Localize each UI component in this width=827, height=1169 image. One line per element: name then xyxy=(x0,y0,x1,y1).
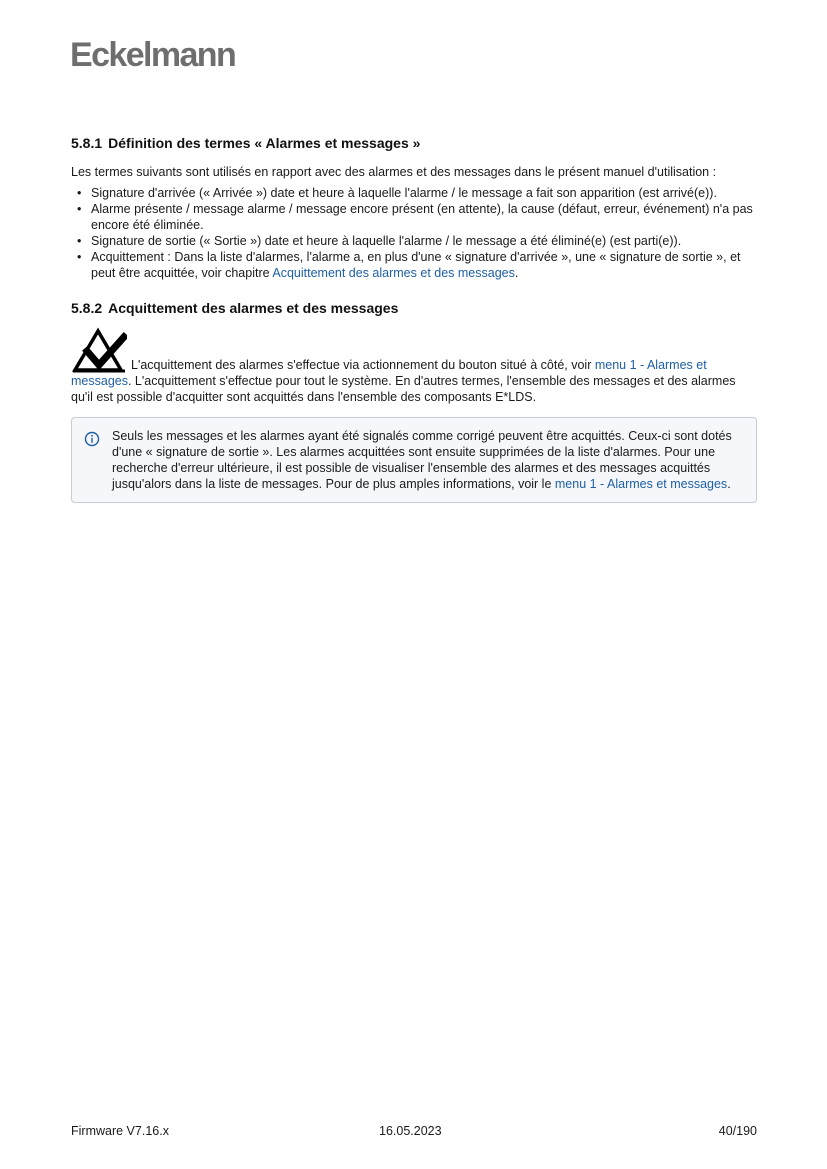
list-item xyxy=(71,249,757,281)
section-number: 5.8.2 xyxy=(71,300,103,316)
section-title: Définition des termes « Alarmes et messages » xyxy=(108,135,421,151)
page-content xyxy=(71,134,757,503)
info-note xyxy=(71,417,757,503)
footer-firmware: Firmware V7.16.x xyxy=(71,1124,169,1138)
eckelmann-logo: Eckelmann xyxy=(70,36,236,74)
link-menu-1[interactable]: menu 1 - Alarmes et messages xyxy=(71,358,707,388)
footer-page-number: 40/190 xyxy=(718,1124,757,1138)
note-end: . xyxy=(727,477,731,491)
list-item: • Signature d'arrivée (« Arrivée ») date et heure à laquelle l'alarme / le message a fait son apparition (est arrivé(e)). xyxy=(71,185,757,201)
list-item-text: Acquittement : Dans la liste d'alarmes, l'alarme a, en plus d'une « signature d'arrivée », une « signature de sortie », et peut être acquittée, voir chapitre xyxy=(91,250,741,280)
note-text: Seuls les messages et les alarmes ayant été signalés comme corrigé peuvent être acquittés. Ceux-ci sont dotés d'une « signature de sortie ». Les alarmes acquittées sont ensuite supprimées de la liste d'alarmes. Pour une recherche d'erreur ultérieure, il est possible de visualiser l'ensemble des alarmes et des messages acquittés jusqu'alors dans la liste de messages. Pour de plus amples informations, voir le xyxy=(112,429,732,491)
note-paragraph xyxy=(112,428,742,492)
para-text: L'acquittement des alarmes s'effectue via actionnement du bouton situé à côté, voir xyxy=(131,358,595,372)
para-text-end: . L'acquittement s'effectue pour tout le système. En d'autres termes, l'ensemble des messages et des alarmes qu'il est possible d'acquitter sont acquittés dans l'ensemble des composants E*LDS. xyxy=(71,374,736,404)
section-heading-definitions xyxy=(71,134,757,152)
section-number: 5.8.1 xyxy=(71,135,103,151)
link-menu-1-note[interactable]: menu 1 - Alarmes et messages xyxy=(554,477,728,491)
section-heading-acquittement xyxy=(71,299,757,317)
acknowledge-icon[interactable] xyxy=(71,327,127,373)
terms-list xyxy=(71,185,757,281)
footer-date: 16.05.2023 xyxy=(379,1124,442,1138)
section-title: Acquittement des alarmes et des messages xyxy=(108,300,399,316)
acknowledge-paragraph xyxy=(71,327,757,405)
list-item: • Signature de sortie (« Sortie ») date et heure à laquelle l'alarme / le message a été éliminé(e) (est parti(e)). xyxy=(71,233,757,249)
intro-paragraph: Les termes suivants sont utilisés en rapport avec des alarmes et des messages dans le présent manuel d'utilisation : xyxy=(71,165,717,179)
list-item: • Alarme présente / message alarme / message encore présent (en attente), la cause (défaut, erreur, événement) n'a pas encore été éliminée. xyxy=(71,201,757,233)
info-icon xyxy=(84,431,100,447)
acknowledge-block xyxy=(71,327,757,405)
link-acquittement[interactable]: Acquittement des alarmes et des messages xyxy=(272,266,515,280)
list-item-end: . xyxy=(514,266,519,280)
